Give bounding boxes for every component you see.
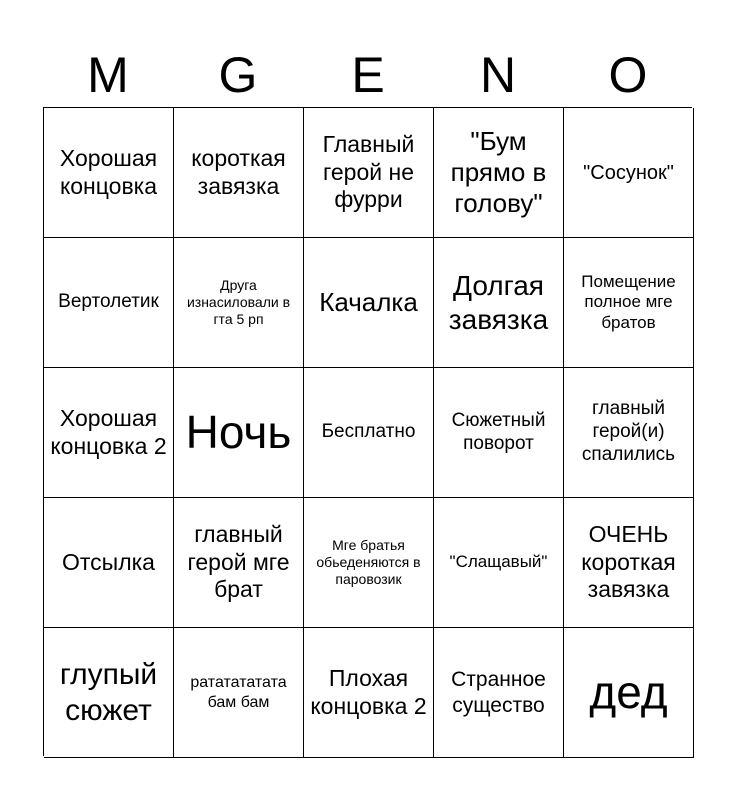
bingo-cell-text: "Сосунок" — [583, 161, 674, 184]
bingo-cell[interactable] — [434, 238, 564, 368]
bingo-cell[interactable] — [434, 628, 564, 758]
bingo-cell[interactable] — [304, 238, 434, 368]
bingo-cell-text: глупый сюжет — [59, 657, 158, 727]
bingo-cell-text: рататататата бам бам — [190, 674, 287, 711]
bingo-cell[interactable] — [304, 368, 434, 498]
bingo-cell[interactable] — [174, 368, 304, 498]
bingo-cell-text: Долгая завязка — [448, 269, 549, 335]
bingo-cell[interactable] — [564, 238, 694, 368]
bingo-cell[interactable] — [564, 368, 694, 498]
bingo-cell-text: дед — [589, 665, 668, 718]
bingo-cell[interactable] — [44, 498, 174, 628]
bingo-cell[interactable] — [44, 108, 174, 238]
bingo-cell-text: Ночь — [185, 405, 292, 458]
bingo-cell[interactable] — [44, 238, 174, 368]
bingo-cell-text: Помещение полное мге братов — [581, 271, 676, 332]
bingo-cell[interactable] — [174, 498, 304, 628]
bingo-cell[interactable] — [304, 498, 434, 628]
bingo-cell-text: Хорошая концовка — [59, 144, 158, 199]
bingo-cell-text: короткая завязка — [191, 144, 286, 199]
bingo-cell[interactable] — [44, 628, 174, 758]
bingo-cell-text: ОЧЕНЬ короткая завязка — [581, 521, 676, 603]
bingo-cell[interactable] — [564, 628, 694, 758]
bingo-cell-text: Сюжетный поворот — [451, 409, 546, 454]
bingo-cell-text: главный герой(и) спалились — [581, 398, 676, 465]
bingo-cell[interactable] — [44, 368, 174, 498]
bingo-cell[interactable] — [434, 108, 564, 238]
bingo-cell-text: Качалка — [319, 286, 418, 317]
header-letter: E — [351, 47, 385, 103]
header-letter: N — [479, 47, 517, 103]
bingo-cell[interactable] — [174, 108, 304, 238]
bingo-cell-text: Хорошая концовка 2 — [50, 404, 167, 459]
bingo-cell-text: Вертолетик — [58, 291, 159, 313]
bingo-cell-text: Мге братья обьеденяются в паровозик — [316, 537, 421, 587]
bingo-cell[interactable] — [174, 238, 304, 368]
bingo-cell-text: Странное существо — [451, 668, 546, 717]
bingo-cell[interactable] — [304, 108, 434, 238]
bingo-cell-text: Главный герой не фурри — [322, 131, 415, 213]
bingo-cell-text: "Слащавый" — [449, 552, 548, 572]
bingo-cell[interactable] — [564, 498, 694, 628]
bingo-cell[interactable] — [434, 498, 564, 628]
header-letter: G — [218, 47, 258, 103]
bingo-header — [43, 42, 693, 108]
bingo-cell-text: Плохая концовка 2 — [310, 664, 427, 719]
header-letter: M — [87, 47, 129, 103]
bingo-grid — [43, 107, 692, 756]
bingo-cell-text: Бесплатно — [321, 421, 416, 443]
bingo-cell[interactable] — [434, 368, 564, 498]
bingo-cell-text: Друга изнасиловали в гта 5 рп — [186, 277, 291, 327]
bingo-cell[interactable] — [564, 108, 694, 238]
bingo-cell-text: Отсылка — [62, 548, 155, 575]
bingo-cell[interactable] — [304, 628, 434, 758]
bingo-cell[interactable] — [174, 628, 304, 758]
bingo-cell-text: "Бум прямо в голову" — [450, 125, 547, 219]
header-letter: O — [608, 47, 648, 103]
bingo-cell-text: главный герой мге брат — [187, 521, 290, 603]
